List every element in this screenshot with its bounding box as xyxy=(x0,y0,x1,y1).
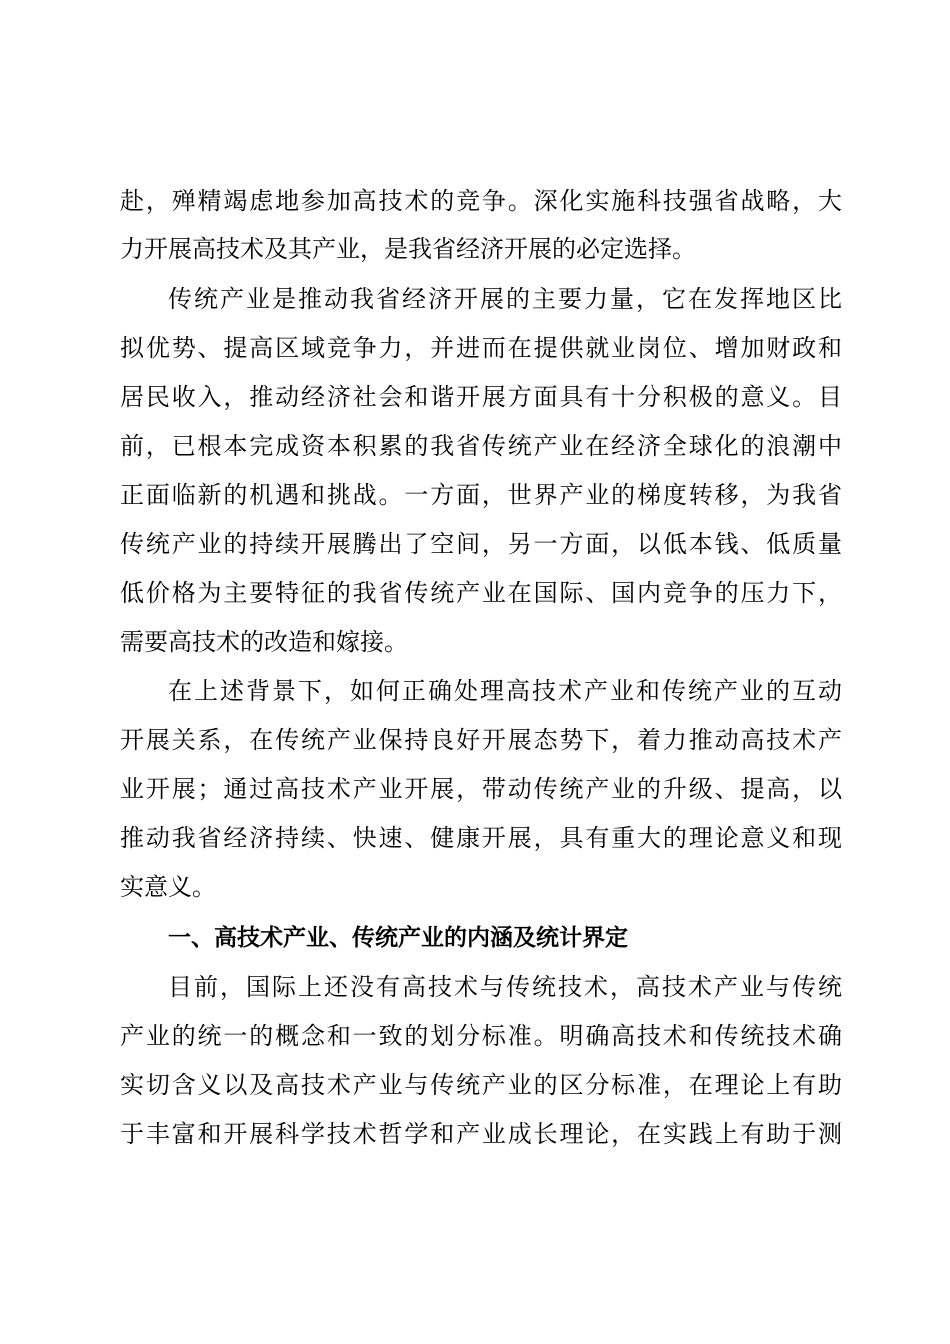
text-line: 产业的统一的概念和一致的划分标准。明确高技术和传统技术确 xyxy=(120,1022,842,1050)
text-line: 目前，国际上还没有高技术与传统技术，高技术产业与传统 xyxy=(168,973,842,1001)
text-line: 需要高技术的改造和嫁接。 xyxy=(120,628,408,656)
text-line: 开展关系，在传统产业保持良好开展态势下，着力推动高技术产 xyxy=(120,726,842,754)
text-line: 居民收入，推动经济社会和谐开展方面具有十分积极的意义。目 xyxy=(120,383,842,411)
text-line: 于丰富和开展科学技术哲学和产业成长理论，在实践上有助于测 xyxy=(120,1120,842,1148)
text-line: 低价格为主要特征的我省传统产业在国际、国内竞争的压力下， xyxy=(120,579,842,607)
text-line: 推动我省经济持续、快速、健康开展，具有重大的理论意义和现 xyxy=(120,824,842,852)
text-line: 传统产业的持续开展腾出了空间，另一方面，以低本钱、低质量 xyxy=(120,530,842,558)
text-line: 业开展；通过高技术产业开展，带动传统产业的升级、提高，以 xyxy=(120,775,842,803)
text-line: 正面临新的机遇和挑战。一方面，世界产业的梯度转移，为我省 xyxy=(120,481,842,509)
text-line: 力开展高技术及其产业，是我省经济开展的必定选择。 xyxy=(120,235,696,263)
text-line: 传统产业是推动我省经济开展的主要力量，它在发挥地区比 xyxy=(168,285,842,313)
section-heading: 一、高技术产业、传统产业的内涵及统计界定 xyxy=(168,925,628,951)
text-line: 实意义。 xyxy=(120,873,216,901)
text-line: 前，已根本完成资本积累的我省传统产业在经济全球化的浪潮中 xyxy=(120,432,842,460)
text-line: 在上述背景下，如何正确处理高技术产业和传统产业的互动 xyxy=(168,677,842,705)
text-line: 拟优势、提高区域竞争力，并进而在提供就业岗位、增加财政和 xyxy=(120,334,842,362)
text-line: 实切含义以及高技术产业与传统产业的区分标准，在理论上有助 xyxy=(120,1071,842,1099)
text-line: 赴，殚精竭虑地参加高技术的竞争。深化实施科技强省战略，大 xyxy=(120,187,842,215)
